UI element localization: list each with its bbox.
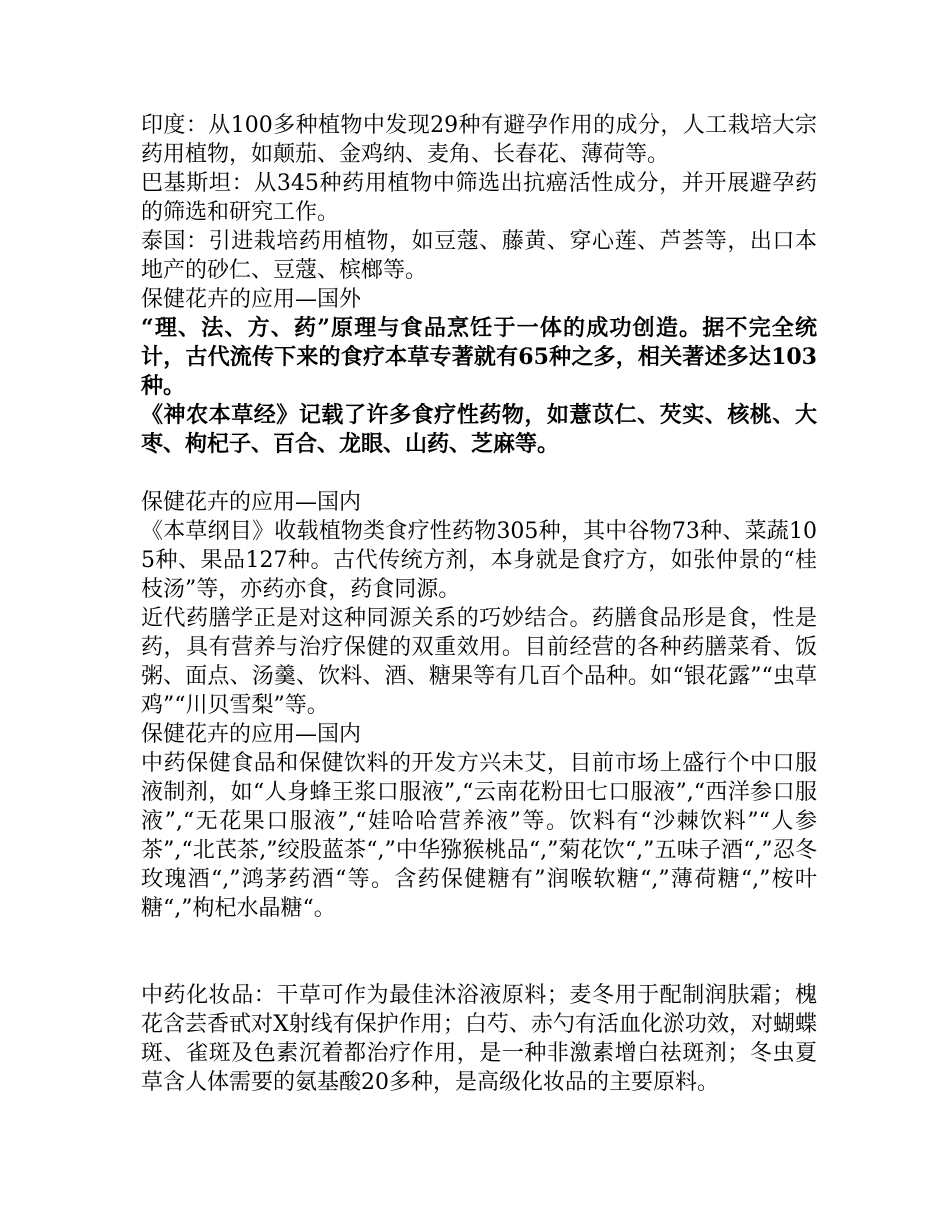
blank-line [141, 459, 817, 488]
paragraph-india: 印度：从100多种植物中发现29种有避孕作用的成分，人工栽培大宗药用植物，如颠茄、金鸡纳、麦角、长春花、薄荷等。 [141, 113, 817, 167]
paragraph-yaoshan: 近代药膳学正是对这种同源关系的巧妙结合。药膳食品形是食，性是药，具有营养与治疗保健的双重效用。目前经营的各种药膳菜肴、饭粥、面点、汤羹、饮料、酒、糖果等有几百个品种。如“银花露”“虫草鸡”“川贝雪梨”等。 [141, 606, 817, 718]
blank-lines [141, 923, 817, 981]
section-heading-domestic-2: 保健花卉的应用—国内 [141, 722, 362, 747]
paragraph-health-food: 中药保健食品和保健饮料的开发方兴未艾，目前市场上盛行个中口服液制剂，如“人身蜂王浆口服液”,“云南花粉田七口服液”,“西洋参口服液”,“无花果口服液”,“娃哈哈营养液”等。饮料有“沙棘饮料”“人参茶”,“北芪茶,”绞股蓝茶“,”中华猕猴桃品“,”菊花饮“,”五味子酒“,”忍冬玫瑰酒“,”鸿茅药酒“等。含药保健糖有”润喉软糖“,”薄荷糖“,”桉叶糖“,”枸杞水晶糖“。 [141, 751, 817, 921]
paragraph-cosmetics: 中药化妆品：干草可作为最佳沐浴液原料；麦冬用于配制润肤霜；槐花含芸香甙对X射线有保护作用；白芍、赤勺有活血化淤功效，对蝴蝶斑、雀斑及色素沉着都治疗作用，是一种非激素增白祛斑剂；冬虫夏草含人体需要的氨基酸20多种，是高级化妆品的主要原料。 [141, 983, 817, 1095]
section-heading-domestic: 保健花卉的应用—国内 [141, 490, 362, 515]
document-page [141, 111, 817, 1097]
section-heading-abroad: 保健花卉的应用—国外 [141, 287, 362, 312]
paragraph-pakistan: 巴基斯坦：从345种药用植物中筛选出抗癌活性成分，并开展避孕药的筛选和研究工作。 [141, 171, 817, 225]
paragraph-principle: “理、法、方、药”原理与食品烹饪于一体的成功创造。据不完全统计，古代流传下来的食疗本草专著就有65种之多，相关著述多达103种。 [141, 315, 817, 399]
paragraph-shennong: 《神农本草经》记载了许多食疗性药物，如薏苡仁、芡实、核桃、大枣、枸杞子、百合、龙眼、山药、芝麻等。 [141, 402, 817, 457]
paragraph-bencao: 《本草纲目》收载植物类食疗性药物305种，其中谷物73种、菜蔬105种、果品127种。古代传统方剂，本身就是食疗方，如张仲景的“桂枝汤”等，亦药亦食，药食同源。 [141, 519, 817, 602]
paragraph-thailand: 泰国：引进栽培药用植物，如豆蔻、藤黄、穿心莲、芦荟等，出口本地产的砂仁、豆蔻、槟榔等。 [141, 229, 817, 283]
